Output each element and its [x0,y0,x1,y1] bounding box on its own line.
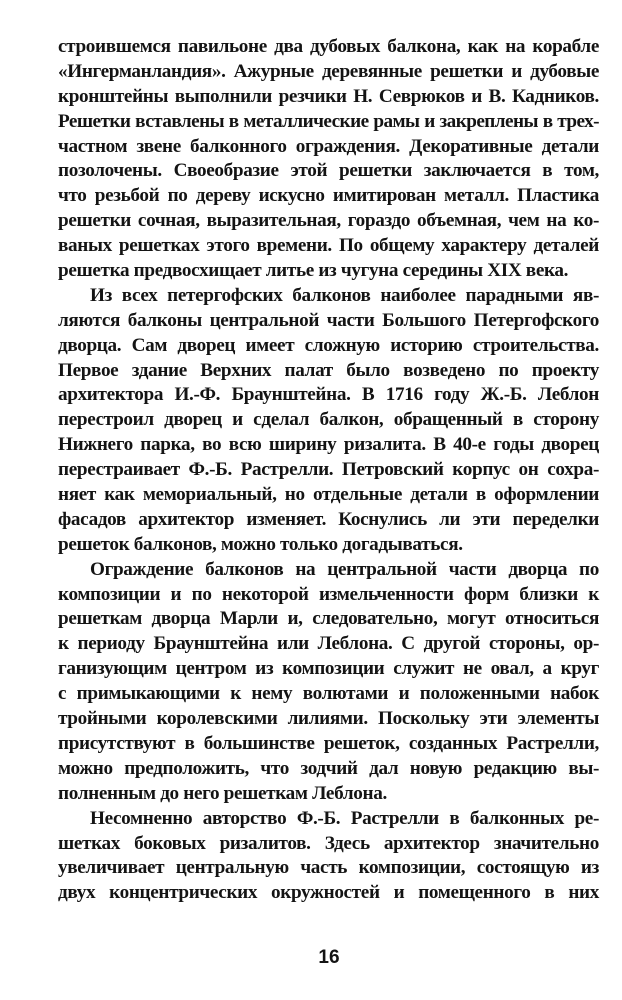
text-line: Решетки вставлены в металлические рамы и закреплены в трех- [58,110,599,132]
text-line: ляются балконы центральной части Большого Петергофского [58,309,599,331]
text-line: кронштейны выполнили резчики Н. Севрюков и В. Кадников. [58,85,599,107]
text-line: с примыкающими к нему волютами и положенными набок [58,683,599,705]
text-line: решеткам дворца Марли и, следовательно, могут относиться [58,608,599,630]
text-line: Ограждение балконов на центральной части дворца по [90,558,599,580]
body-text [58,35,599,906]
paragraph-4 [58,807,599,907]
text-line: ганизующим центром из композиции служит не овал, а круг [58,658,599,680]
text-line: решетка предвосхищает литье из чугуна середины XIX века. [58,260,569,282]
paragraph-1 [58,35,599,284]
text-line: Первое здание Верхних палат было возведено по проекту [58,359,599,381]
text-line: решеток балконов, можно только догадываться. [58,533,463,555]
text-line: полненным до него решеткам Леблона. [58,782,387,804]
text-line: Несомненно авторство Ф.-Б. Растрелли в балконных ре- [90,807,599,829]
text-line: шетках боковых ризалитов. Здесь архитектор значительно [58,832,599,854]
text-line: няет как мемориальный, но отдельные детали в оформлении [58,484,599,506]
text-line: присутствуют в большинстве решеток, созданных Растрелли, [58,732,599,754]
text-line: архитектора И.-Ф. Браунштейна. В 1716 году Ж.-Б. Леблон [58,384,599,406]
text-line: дворца. Сам дворец имеет сложную историю строительства. [58,334,599,356]
text-line: ваных решетках этого времени. По общему характеру деталей [58,235,599,257]
text-line: перестроил дворец и сделал балкон, обращенный в сторону [58,409,599,431]
text-line: двух концентрических окружностей и помещенного в них [58,882,599,904]
text-line: решетки сочная, выразительная, гораздо объемная, чем на ко- [58,210,599,232]
text-line: Нижнего парка, во всю ширину ризалита. В 40-е годы дворец [58,434,599,456]
text-line: фасадов архитектор изменяет. Коснулись ли эти переделки [58,508,599,530]
text-line: перестраивает Ф.-Б. Растрелли. Петровский корпус он сохра- [58,459,599,481]
text-line: позолочены. Своеобразие этой решетки заключается в том, [58,160,599,182]
text-line: к периоду Браунштейна или Леблона. С другой стороны, ор- [58,633,599,655]
text-line: композиции и по некоторой измельченности форм близки к [58,583,599,605]
text-line: можно предположить, что зодчий дал новую редакцию вы- [58,757,599,779]
text-line: увеличивает центральную часть композиции, состоящую из [58,857,599,879]
text-line: «Ингерманландия». Ажурные деревянные решетки и дубовые [58,60,599,82]
text-line: Из всех петергофских балконов наиболее парадными яв- [90,284,599,306]
text-line: что резьбой по дереву искусно имитирован металл. Пластика [58,185,599,207]
paragraph-3 [58,558,599,807]
text-line: частном звене балконного ограждения. Декоративные детали [58,135,599,157]
page-number: 16 [318,947,340,968]
text-line: тройными королевскими лилиями. Поскольку эти элементы [58,708,599,730]
text-line: строившемся павильоне два дубовых балкона, как на корабле [58,36,599,57]
paragraph-2 [58,284,599,558]
